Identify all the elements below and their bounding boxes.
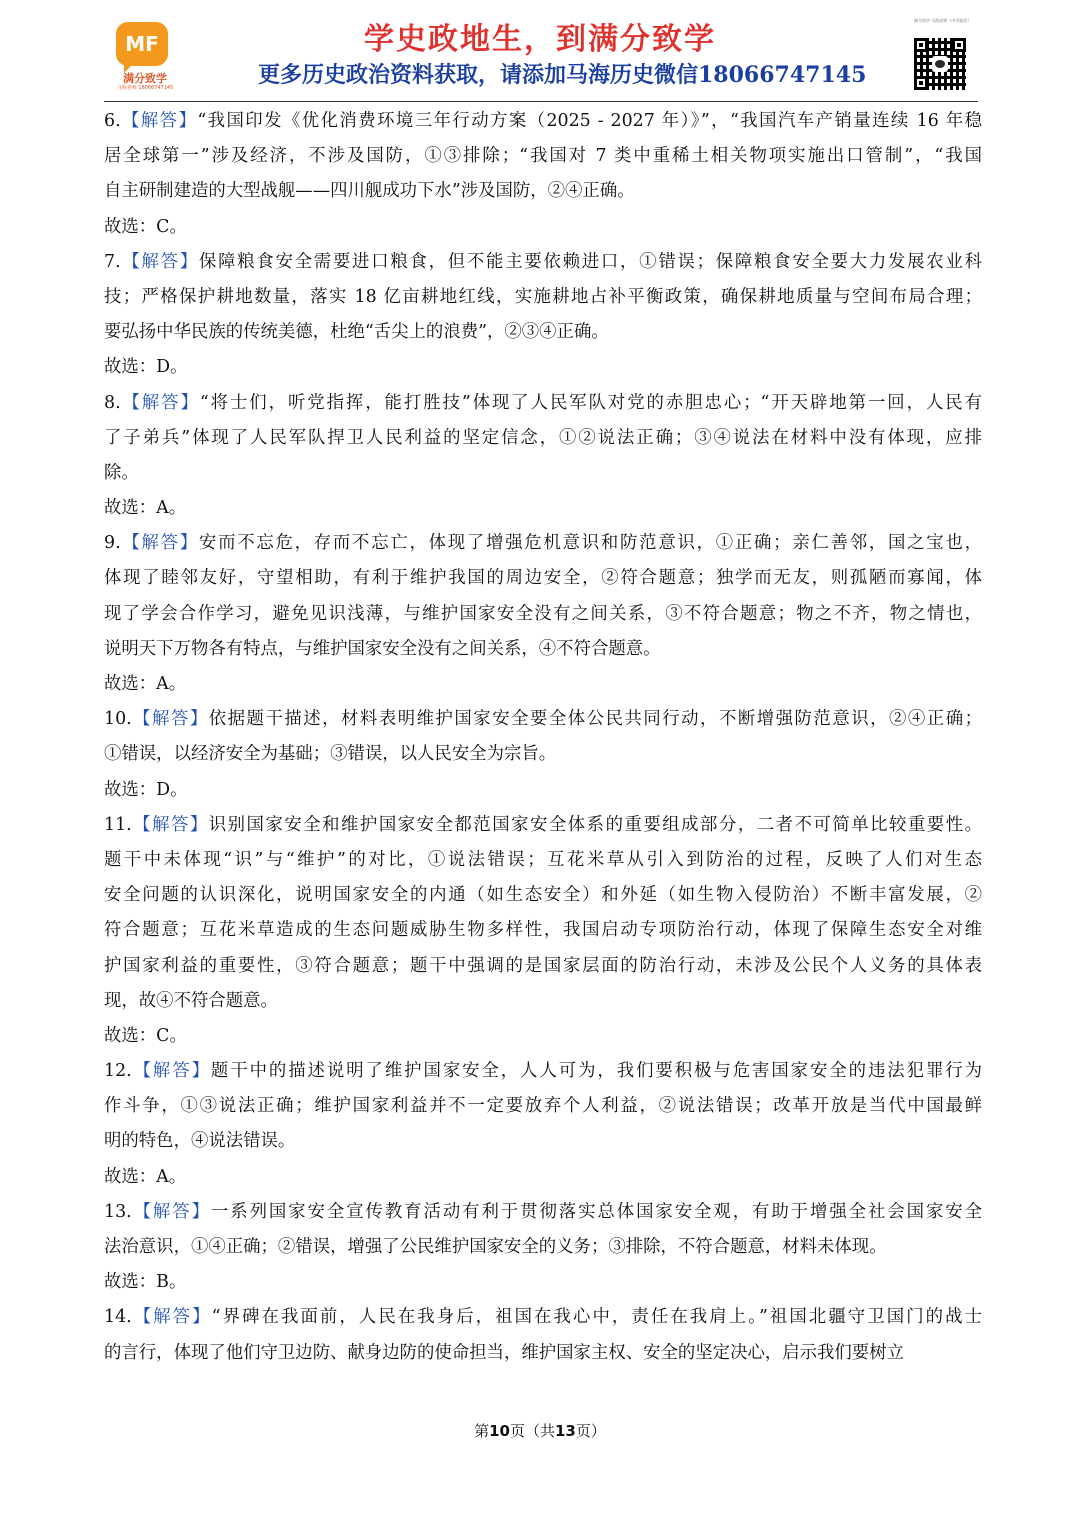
- answer-text: 居全球第一”涉及经济，不涉及国防，①③排除；“我国对 7 类中重稀土相关物项实施出口管制”，“我国: [104, 146, 982, 167]
- answer-tag: 【解答】: [131, 1307, 212, 1328]
- answer-text: 保障粮食安全需要进口粮食，但不能主要依赖进口，①错误；保障粮食安全要大力发展农业科: [198, 251, 982, 272]
- answer-text: 安而不忘危，存而不忘亡，体现了增强危机意识和防范意识，①正确；亲仁善邻，国之宝也，: [198, 533, 982, 554]
- question-number: 12.: [104, 1061, 132, 1082]
- answer-line: [104, 280, 982, 315]
- header-contact: 更多历史政治资料获取，请添加马海历史微信18066747145: [258, 62, 867, 88]
- qr-caption: 满分致学·马海老师（中学政治）: [914, 18, 972, 23]
- answer-line: [104, 561, 982, 596]
- answer-choice: 故选：A。: [104, 498, 187, 519]
- answer-text: 的言行，体现了他们守卫边防、献身边防的使命担当，维护国家主权、安全的坚定决心，启示我们要树立: [104, 1342, 904, 1363]
- answer-line: [104, 139, 982, 174]
- answer-text: 自主研制建造的大型战舰——四川舰成功下水”涉及国防，②④正确。: [104, 181, 635, 202]
- answer-line: [104, 913, 982, 948]
- answer-line: [104, 843, 982, 878]
- question-number: 9.: [104, 533, 121, 554]
- answer-line: [104, 315, 982, 350]
- answer-tag: 【解答】: [120, 392, 200, 413]
- answer-choice: 故选：C。: [104, 216, 187, 237]
- answer-tag: 【解答】: [131, 1061, 211, 1082]
- answer-tag: 【解答】: [131, 1201, 211, 1222]
- answer-text: 题干中未体现“识”与“维护”的对比，①说法错误；互花米草从引入到防治的过程，反映了人们对生态: [104, 849, 982, 870]
- answer-text: 了子弟兵”体现了人民军队捍卫人民利益的坚定信念，①②说法正确；③④说法在材料中没有体现，应排: [104, 427, 982, 448]
- answer-line: [104, 1300, 982, 1335]
- answer-line: [104, 174, 982, 209]
- question-number: 6.: [104, 111, 121, 131]
- question-number: 11.: [104, 814, 132, 835]
- answer-choice: 故选：D。: [104, 357, 188, 378]
- answer-line: [104, 245, 982, 280]
- answer-text: 一系列国家安全宣传教育活动有利于贯彻落实总体国家安全观，有助于增强全社会国家安全: [210, 1201, 982, 1222]
- question-number: 8.: [104, 392, 121, 413]
- answer-text: 说明天下万物各有特点，与维护国家安全没有之间关系，④不符合题意。: [104, 638, 661, 659]
- question-number: 10.: [104, 709, 132, 730]
- answer-line: [104, 1124, 982, 1159]
- answer-line: [104, 386, 982, 421]
- answer-line: [104, 1230, 982, 1265]
- answer-line: [104, 808, 982, 843]
- qr-code-icon: [914, 38, 966, 90]
- answer-text: 法治意识，①④正确；②错误，增强了公民维护国家安全的义务；③排除，不符合题意，材料未体现。: [104, 1237, 887, 1257]
- answer-tag: 【解答】: [120, 111, 198, 131]
- logo-name: 满分致学: [123, 72, 167, 85]
- answer-line: [104, 526, 982, 561]
- answer-text: 作斗争，①③说法正确；维护国家利益并不一定要放弃个人利益，②说法错误；改革开放是当代中国最鲜: [104, 1096, 982, 1117]
- logo-subtitle: 马海老师 18066747145: [116, 85, 174, 91]
- answer-list: [104, 104, 982, 1371]
- answer-choice: 故选：A。: [104, 1166, 187, 1187]
- answer-line: [104, 702, 982, 737]
- question-number: 14.: [104, 1307, 132, 1328]
- answer-line: [104, 1195, 982, 1230]
- answer-text: 题干中的描述说明了维护国家安全，人人可为，我们要积极与危害国家安全的违法犯罪行为: [210, 1061, 982, 1082]
- total-page-number: 13: [555, 1422, 576, 1440]
- answer-text: 技；严格保护耕地数量，落实 18 亿亩耕地红线，实施耕地占补平衡政策，确保耕地质量与空间布局合理；: [104, 286, 982, 307]
- answer-text: ①错误，以经济安全为基础；③错误，以人民安全为宗旨。: [104, 744, 557, 765]
- answer-text: 要弘扬中华民族的传统美德，杜绝“舌尖上的浪费”，②③④正确。: [104, 322, 609, 343]
- footer-prefix: 第: [474, 1422, 490, 1440]
- current-page-number: 10: [489, 1422, 510, 1440]
- answer-text: 除。: [104, 462, 139, 483]
- answer-choice: 故选：B。: [104, 1272, 187, 1293]
- answer-line: [104, 421, 982, 456]
- answer-tag: 【解答】: [131, 709, 209, 730]
- answer-line: [104, 737, 982, 772]
- answer-line: [104, 949, 982, 984]
- question-number: 7.: [104, 251, 121, 272]
- answer-tag: 【解答】: [120, 533, 199, 554]
- question-number: 13.: [104, 1201, 132, 1222]
- answer-line: [104, 1054, 982, 1089]
- footer-suffix: 页）: [575, 1422, 606, 1440]
- answer-text: 识别国家安全和维护国家安全都范国家安全体系的重要组成部分，二者不可简单比较重要性。: [208, 814, 982, 835]
- answer-line: [104, 632, 982, 667]
- page-footer: [0, 1420, 1080, 1441]
- answer-choice: 故选：C。: [104, 1025, 187, 1046]
- answer-text: “将士们，听党指挥，能打胜技”体现了人民军队对党的赤胆忠心；“开天辟地第一回，人民有: [199, 392, 982, 413]
- answer-line: [104, 984, 982, 1019]
- wechat-icon: [932, 56, 948, 72]
- answer-choice: 故选：A。: [104, 674, 187, 694]
- answer-line: [104, 456, 982, 491]
- header-divider: [104, 101, 978, 102]
- answer-text: 体现了睦邻友好，守望相助，有利于维护我国的周边安全，②符合题意；独学而无友，则孤陋而寡闻，体: [104, 568, 982, 589]
- answer-line: [104, 878, 982, 913]
- answer-tag: 【解答】: [131, 814, 209, 835]
- answer-line: [104, 1336, 982, 1371]
- footer-mid: 页（共: [509, 1422, 555, 1440]
- answer-line: [104, 1089, 982, 1124]
- answer-text: 明的特色，④说法错误。: [104, 1131, 296, 1152]
- answer-text: 现了学会合作学习，避免见识浅薄，与维护国家安全没有之间关系，③不符合题意；物之不齐，物之情也，: [104, 603, 982, 624]
- answer-text: “我国印发《优化消费环境三年行动方案（2025 - 2027 年）》”，“我国汽车产销量连续 16 年稳: [197, 111, 982, 131]
- answer-tag: 【解答】: [120, 251, 199, 272]
- answer-line: [104, 597, 982, 632]
- answer-text: 护国家利益的重要性，③符合题意；题干中强调的是国家层面的防治行动，未涉及公民个人义务的具体表: [104, 955, 982, 976]
- answer-text: 依据题干描述，材料表明维护国家安全要全体公民共同行动，不断增强防范意识，②④正确；: [208, 709, 982, 730]
- answer-text: 安全问题的认识深化，说明国家安全的内通（如生态安全）和外延（如生物入侵防治）不断丰富发展，②: [104, 885, 982, 906]
- answer-text: 符合题意；互花米草造成的生态问题威胁生物多样性，我国启动专项防治行动，体现了保障生态安全对维: [104, 920, 982, 941]
- header-slogan: 学史政地生，到满分致学: [364, 22, 716, 57]
- answer-text: “界碑在我面前，人民在我身后，祖国在我心中，责任在我肩上。”祖国北疆守卫国门的战士: [211, 1307, 982, 1328]
- answer-text: 现，故④不符合题意。: [104, 990, 278, 1011]
- answer-choice: 故选：D。: [104, 779, 188, 800]
- logo: [110, 22, 174, 91]
- answer-line: [104, 104, 982, 139]
- logo-badge: MF: [116, 22, 168, 66]
- page-header: [0, 0, 1080, 104]
